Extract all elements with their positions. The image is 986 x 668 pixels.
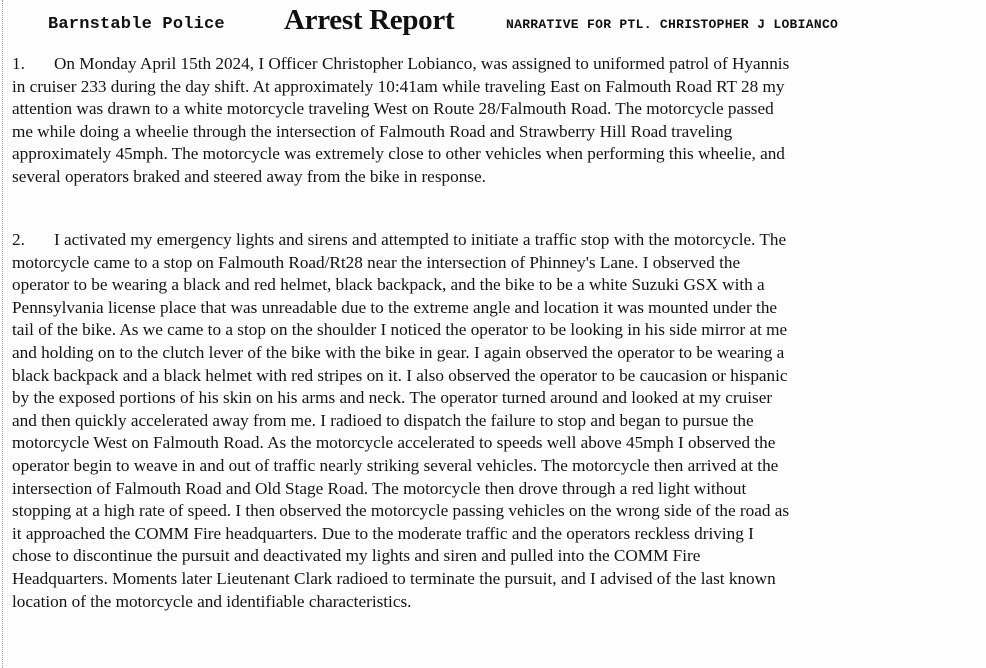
paragraph-line: Pennsylvania license place that was unreadable due to the extreme angle and location it was mounted under the [12,297,778,317]
paragraph-line: approximately 45mph. The motorcycle was extremely close to other vehicles when performing this wheelie, and [12,144,785,164]
paragraph-line: and holding on to the clutch lever of the bike with the bike in gear. I again observed the operator to be wearing a [12,342,785,362]
paragraph-line: me while doing a wheelie through the intersection of Falmouth Road and Strawberry Hill Road traveling [12,121,733,141]
agency-name: Barnstable Police [48,15,225,34]
paragraph-line: operator to be wearing a black and red helmet, black backpack, and the bike to be a white Suzuki GSX with a [12,275,765,295]
paragraph-line: by the exposed portions of his skin on his arms and neck. The operator turned around and looked at my cruiser [12,388,773,408]
paragraph-line: several operators braked and steered away from the bike in response. [12,166,486,186]
narrative-paragraph-2 [12,229,974,613]
paragraph-number: 1. [12,54,25,73]
paragraph-line: operator begin to weave in and out of traffic nearly striking several vehicles. The motorcycle then arrived at the [12,455,779,475]
narrative-paragraph-1 [12,53,974,189]
paragraph-line: chose to discontinue the pursuit and deactivated my lights and siren and pulled into the COMM Fire [12,546,701,566]
paragraph-line: stopping at a high rate of speed. I then observed the motorcycle passing vehicles on the wrong side of the road as [12,501,790,521]
paragraph-line: 2. I activated my emergency lights and sirens and attempted to initiate a traffic stop with the motorcycle. The [12,229,974,252]
paragraph-line: 1. On Monday April 15th 2024, I Officer Christopher Lobianco, was assigned to uniformed patrol of Hyannis [12,53,974,76]
paragraph-line: attention was drawn to a white motorcycle traveling West on Route 28/Falmouth Road. The motorcycle passed [12,99,774,119]
paragraph-line: and then quickly accelerated away from me. I radioed to dispatch the failure to stop and began to pursue the [12,410,754,430]
paragraph-line: motorcycle came to a stop on Falmouth Road/Rt28 near the intersection of Phinney's Lane. I observed the [12,252,741,272]
report-title: Arrest Report [284,4,455,36]
paragraph-line: location of the motorcycle and identifiable characteristics. [12,591,412,611]
page-edge-divider [2,0,3,668]
paragraph-line: Headquarters. Moments later Lieutenant Clark radioed to terminate the pursuit, and I advised of the last known [12,568,776,588]
paragraph-line: tail of the bike. As we came to a stop on the shoulder I noticed the operator to be looking in his side mirror at me [12,320,788,340]
paragraph-line: it approached the COMM Fire headquarters. Due to the moderate traffic and the operators reckless driving I [12,523,754,543]
paragraph-line: black backpack and a black helmet with red stripes on it. I also observed the operator to be caucasion or hispanic [12,365,788,385]
paragraph-line: in cruiser 233 during the day shift. At approximately 10:41am while traveling East on Falmouth Road RT 28 my [12,76,785,96]
narrative-officer-label: NARRATIVE FOR PTL. CHRISTOPHER J LOBIANCO [506,17,839,32]
paragraph-line: intersection of Falmouth Road and Old Stage Road. The motorcycle then drove through a red light without [12,478,747,498]
report-header [48,4,978,40]
paragraph-number: 2. [12,230,25,249]
paragraph-line: motorcycle West on Falmouth Road. As the motorcycle accelerated to speeds well above 45mph I observed the [12,433,776,453]
